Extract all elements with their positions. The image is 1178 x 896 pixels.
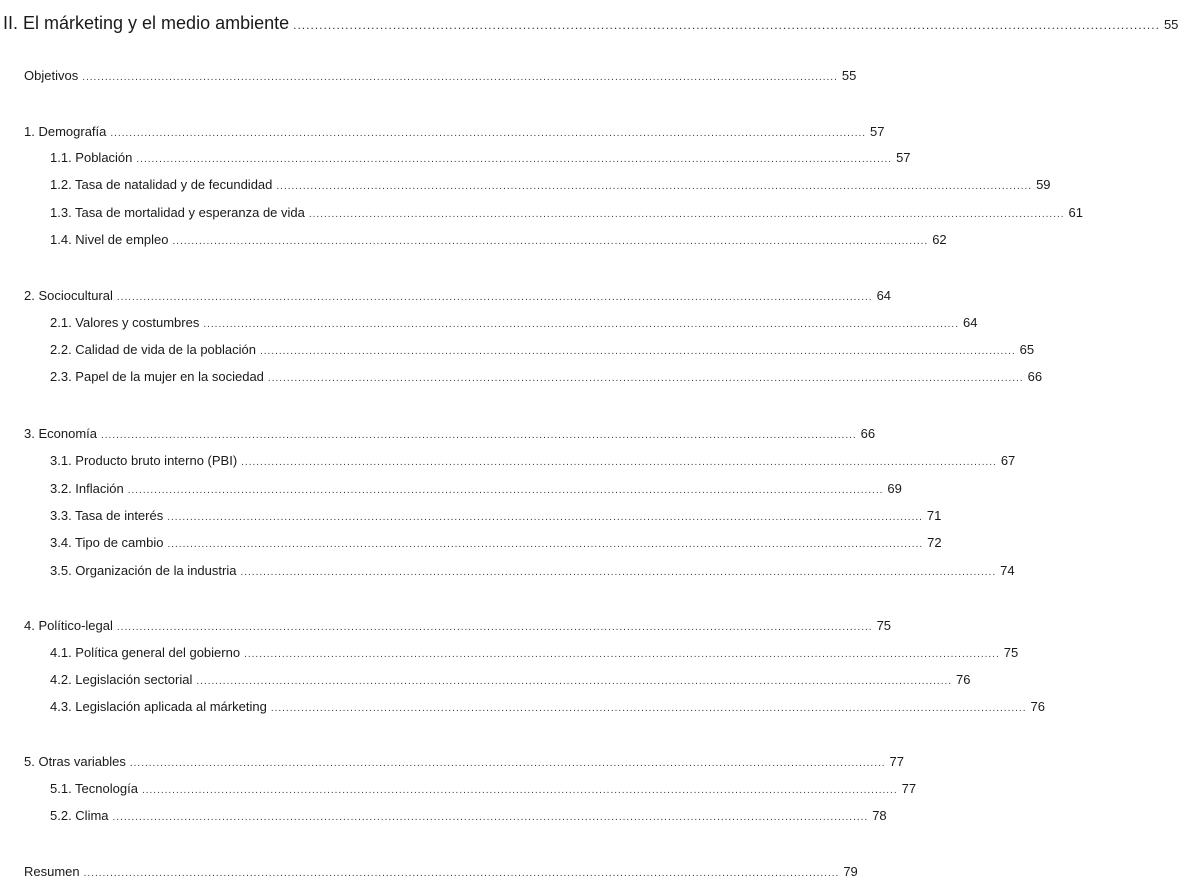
leader-dots: ........................................................................................................................................................................................................ (83, 868, 840, 879)
leader-dots: ........................................................................................................................................................................................................ (270, 703, 1027, 714)
toc-subsection (50, 481, 902, 496)
toc-subsection (50, 369, 1043, 384)
toc-section-demografia (24, 124, 885, 139)
leader-dots: ........................................................................................................................................................................................................ (259, 346, 1016, 357)
leader-dots: ........................................................................................................................................................................................................ (141, 785, 898, 796)
toc-label: 4.3. Legislación aplicada al márketing (50, 699, 267, 714)
toc-label: 5.2. Clima (50, 808, 109, 823)
toc-label: 1.3. Tasa de mortalidad y esperanza de vida (50, 205, 305, 220)
toc-subsection (50, 535, 942, 550)
leader-dots: ........................................................................................................................................................................................................ (116, 622, 873, 633)
toc-label: 5.1. Tecnología (50, 781, 138, 796)
page-number: 78 (872, 808, 887, 823)
toc-label: 3.2. Inflación (50, 481, 124, 496)
toc-label: 2.1. Valores y costumbres (50, 315, 200, 330)
leader-dots: ........................................................................................................................................................................................................ (172, 236, 929, 247)
toc-label: 5. Otras variables (24, 754, 126, 769)
toc-label: Resumen (24, 864, 80, 879)
toc-label: 3. Economía (24, 426, 97, 441)
toc-subsection (50, 150, 911, 165)
toc-label: 1.4. Nivel de empleo (50, 232, 169, 247)
toc-chapter-heading (3, 13, 1178, 34)
leader-dots: ........................................................................................................................................................................................................ (112, 812, 869, 823)
toc-label: 4.2. Legislación sectorial (50, 672, 193, 687)
page-number: 67 (1000, 453, 1016, 468)
toc-subsection (50, 563, 1015, 578)
toc-label: 1. Demografía (24, 124, 107, 139)
page-number: 75 (1003, 645, 1019, 660)
leader-dots: ........................................................................................................................................................................................................ (127, 485, 884, 496)
page-number: 74 (1000, 563, 1015, 578)
toc-label: 4.1. Política general del gobierno (50, 645, 241, 660)
page-number: 61 (1068, 205, 1084, 220)
page-number: 59 (1036, 177, 1051, 192)
page-number: 79 (843, 864, 858, 879)
leader-dots: ........................................................................................................................................................................................................ (82, 72, 838, 83)
page-number: 77 (889, 754, 905, 769)
toc-subsection (50, 699, 1045, 714)
toc-label: 1.2. Tasa de natalidad y de fecundidad (50, 177, 273, 192)
leader-dots: ........................................................................................................................................................................................................ (101, 430, 857, 441)
toc-subsection (50, 508, 942, 523)
leader-dots: ........................................................................................................................................................................................................ (167, 512, 923, 523)
page-number: 55 (841, 68, 857, 83)
leader-dots: ........................................................................................................................................................................................................ (136, 154, 893, 165)
leader-dots: ........................................................................................................................................................................................................ (293, 18, 1160, 32)
page-number: 75 (876, 618, 892, 633)
page-number: 66 (860, 426, 876, 441)
leader-dots: ........................................................................................................................................................................................................ (308, 209, 1065, 220)
page-number: 66 (1027, 369, 1043, 384)
toc-label: 2.2. Calidad de vida de la población (50, 342, 256, 357)
toc-entry-resumen (24, 864, 858, 879)
toc-section-otras-variables (24, 754, 905, 769)
leader-dots: ........................................................................................................................................................................................................ (276, 181, 1033, 192)
toc-subsection (50, 205, 1084, 220)
page-number: 71 (926, 508, 942, 523)
toc-section-sociocultural (24, 288, 892, 303)
leader-dots: ........................................................................................................................................................................................................ (167, 539, 924, 550)
page-number: 69 (887, 481, 902, 496)
page-number: 77 (901, 781, 917, 796)
leader-dots: ........................................................................................................................................................................................................ (196, 676, 953, 687)
page-number: 76 (1030, 699, 1045, 714)
toc-section-politico-legal (24, 618, 892, 633)
toc-label: 4. Político-legal (24, 618, 113, 633)
toc-label: 1.1. Población (50, 150, 133, 165)
page-number: 62 (932, 232, 947, 247)
page-number: 65 (1019, 342, 1035, 357)
leader-dots: ........................................................................................................................................................................................................ (129, 758, 886, 769)
leader-dots: ........................................................................................................................................................................................................ (116, 292, 873, 303)
toc-subsection (50, 177, 1051, 192)
toc-label: 2.3. Papel de la mujer en la sociedad (50, 369, 264, 384)
leader-dots: ........................................................................................................................................................................................................ (267, 373, 1024, 384)
leader-dots: ........................................................................................................................................................................................................ (203, 319, 959, 330)
toc-subsection (50, 342, 1035, 357)
page-number: 76 (956, 672, 971, 687)
toc-entry-objetivos (24, 68, 857, 83)
leader-dots: ........................................................................................................................................................................................................ (241, 457, 997, 468)
leader-dots: ........................................................................................................................................................................................................ (244, 649, 1000, 660)
page-number: 57 (896, 150, 911, 165)
page-number: 64 (963, 315, 978, 330)
leader-dots: ........................................................................................................................................................................................................ (110, 128, 867, 139)
toc-label: 3.1. Producto bruto interno (PBI) (50, 453, 238, 468)
page-number: 64 (876, 288, 892, 303)
page-number: 72 (927, 535, 942, 550)
leader-dots: ........................................................................................................................................................................................................ (240, 567, 997, 578)
toc-label: Objetivos (24, 68, 79, 83)
toc-subsection (50, 453, 1016, 468)
toc-label: 3.5. Organización de la industria (50, 563, 237, 578)
toc-subsection (50, 781, 917, 796)
toc-label: 3.4. Tipo de cambio (50, 535, 164, 550)
toc-subsection (50, 232, 947, 247)
toc-subsection (50, 808, 887, 823)
toc-subsection (50, 672, 971, 687)
toc-label: II. El márketing y el medio ambiente (3, 13, 290, 33)
page-number: 55 (1163, 17, 1178, 32)
toc-label: 2. Sociocultural (24, 288, 113, 303)
toc-section-economia (24, 426, 876, 441)
toc-label: 3.3. Tasa de interés (50, 508, 164, 523)
toc-subsection (50, 315, 978, 330)
page-number: 57 (870, 124, 885, 139)
toc-subsection (50, 645, 1019, 660)
